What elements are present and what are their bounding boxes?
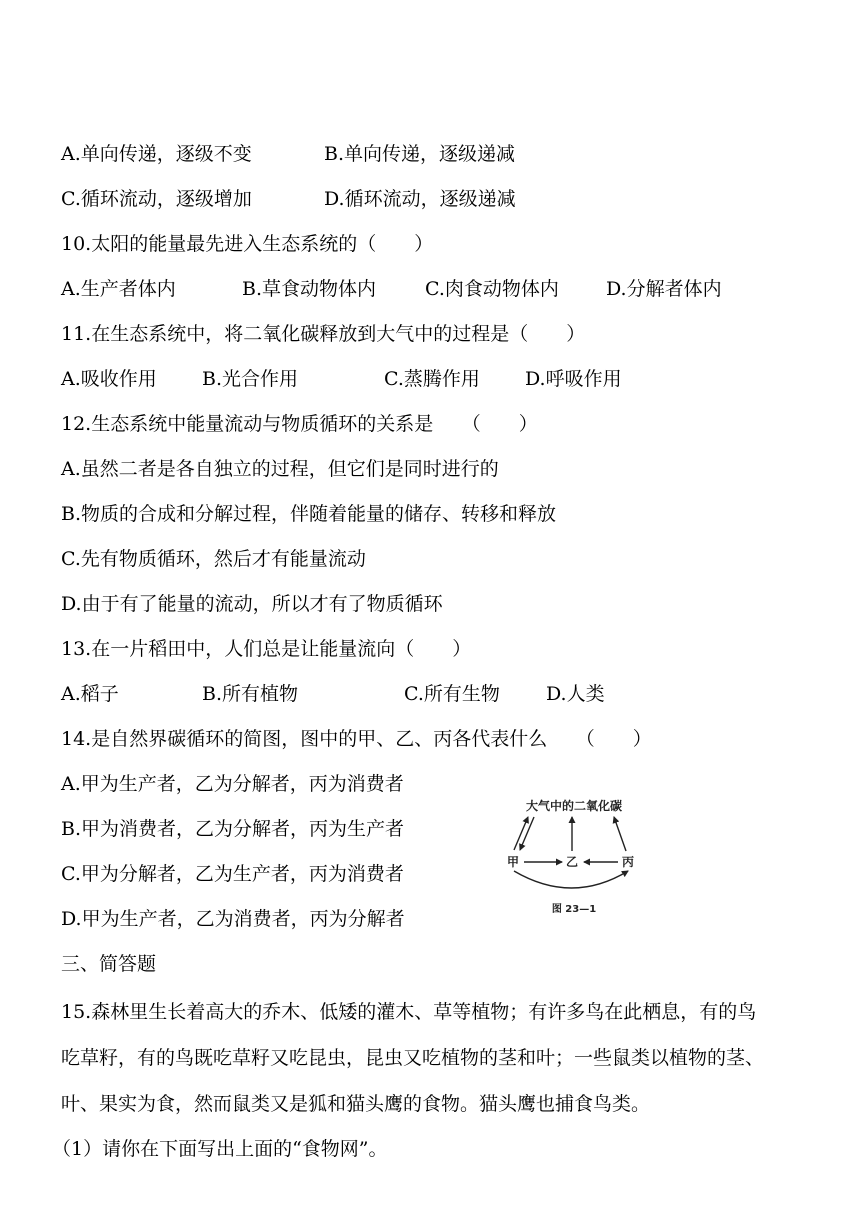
q11-stem: 11.在生态系统中，将二氧化碳释放到大气中的过程是（ ） (61, 323, 586, 345)
q9-option-b: B.单向传递，逐级递减 (324, 143, 516, 165)
arrow-air-to-jia (520, 817, 534, 850)
q15-line-1: 15.森林里生长着高大的乔木、低矮的灌木、草等植物；有许多鸟在此栖息，有的鸟 (61, 1001, 757, 1023)
arrow-jia-to-bing (514, 871, 628, 888)
carbon-cycle-figure (504, 795, 644, 920)
q9-option-c: C.循环流动，逐级增加 (61, 188, 252, 210)
q10-stem: 10.太阳的能量最先进入生态系统的（ ） (61, 233, 434, 255)
q14-option-a: A.甲为生产者，乙为分解者，丙为消费者 (61, 773, 404, 795)
q14-option-b: B.甲为消费者，乙为分解者，丙为生产者 (61, 818, 405, 840)
q12-option-a: A.虽然二者是各自独立的过程，但它们是同时进行的 (61, 458, 499, 480)
q13-option-d: D.人类 (546, 683, 605, 705)
q10-option-c: C.肉食动物体内 (425, 278, 559, 300)
q13-option-b: B.所有植物 (202, 683, 299, 705)
q12-option-d: D.由于有了能量的流动，所以才有了物质循环 (61, 593, 443, 615)
q10-option-b: B.草食动物体内 (242, 278, 377, 300)
carbon-cycle-diagram (504, 795, 644, 920)
section-heading: 三、简答题 (61, 953, 157, 975)
q15-subquestion-1: （1）请你在下面写出上面的“食物网”。 (52, 1138, 388, 1160)
arrow-bing-to-air (614, 817, 626, 851)
q12-option-b: B.物质的合成和分解过程，伴随着能量的储存、转移和释放 (61, 503, 557, 525)
q13-option-a: A.稻子 (61, 683, 119, 705)
q15-line-2: 吃草籽，有的鸟既吃草籽又吃昆虫，昆虫又吃植物的茎和叶；一些鼠类以植物的茎、 (61, 1047, 765, 1069)
q11-option-c: C.蒸腾作用 (384, 368, 480, 390)
q9-option-d: D.循环流动，逐级递减 (324, 188, 516, 210)
q14-option-d: D.甲为生产者，乙为消费者，丙为分解者 (61, 908, 405, 930)
figure-node-yi: 乙 (565, 855, 579, 869)
figure-top-label: 大气中的二氧化碳 (525, 799, 623, 813)
q11-option-a: A.吸收作用 (61, 368, 157, 390)
q9-option-a: A.单向传递，逐级不变 (61, 143, 252, 165)
q11-option-b: B.光合作用 (202, 368, 299, 390)
q13-stem: 13.在一片稻田中，人们总是让能量流向（ ） (61, 638, 472, 660)
q10-option-d: D.分解者体内 (606, 278, 722, 300)
arrow-jia-to-air (514, 817, 528, 850)
q14-option-c: C.甲为分解者，乙为生产者，丙为消费者 (61, 863, 404, 885)
q15-line-3: 叶、果实为食，然而鼠类又是狐和猫头鹰的食物。猫头鹰也捕食鸟类。 (61, 1093, 651, 1115)
figure-caption: 图 23—1 (551, 904, 597, 915)
q14-stem: 14.是自然界碳循环的简图，图中的甲、乙、丙各代表什么 （ ） (61, 728, 652, 750)
q10-option-a: A.生产者体内 (61, 278, 176, 300)
q11-option-d: D.呼吸作用 (525, 368, 622, 390)
figure-node-jia: 甲 (506, 855, 520, 869)
figure-node-bing: 丙 (621, 855, 635, 869)
q12-stem: 12.生态系统中能量流动与物质循环的关系是 （ ） (61, 413, 538, 435)
q12-option-c: C.先有物质循环，然后才有能量流动 (61, 548, 366, 570)
q13-option-c: C.所有生物 (404, 683, 500, 705)
